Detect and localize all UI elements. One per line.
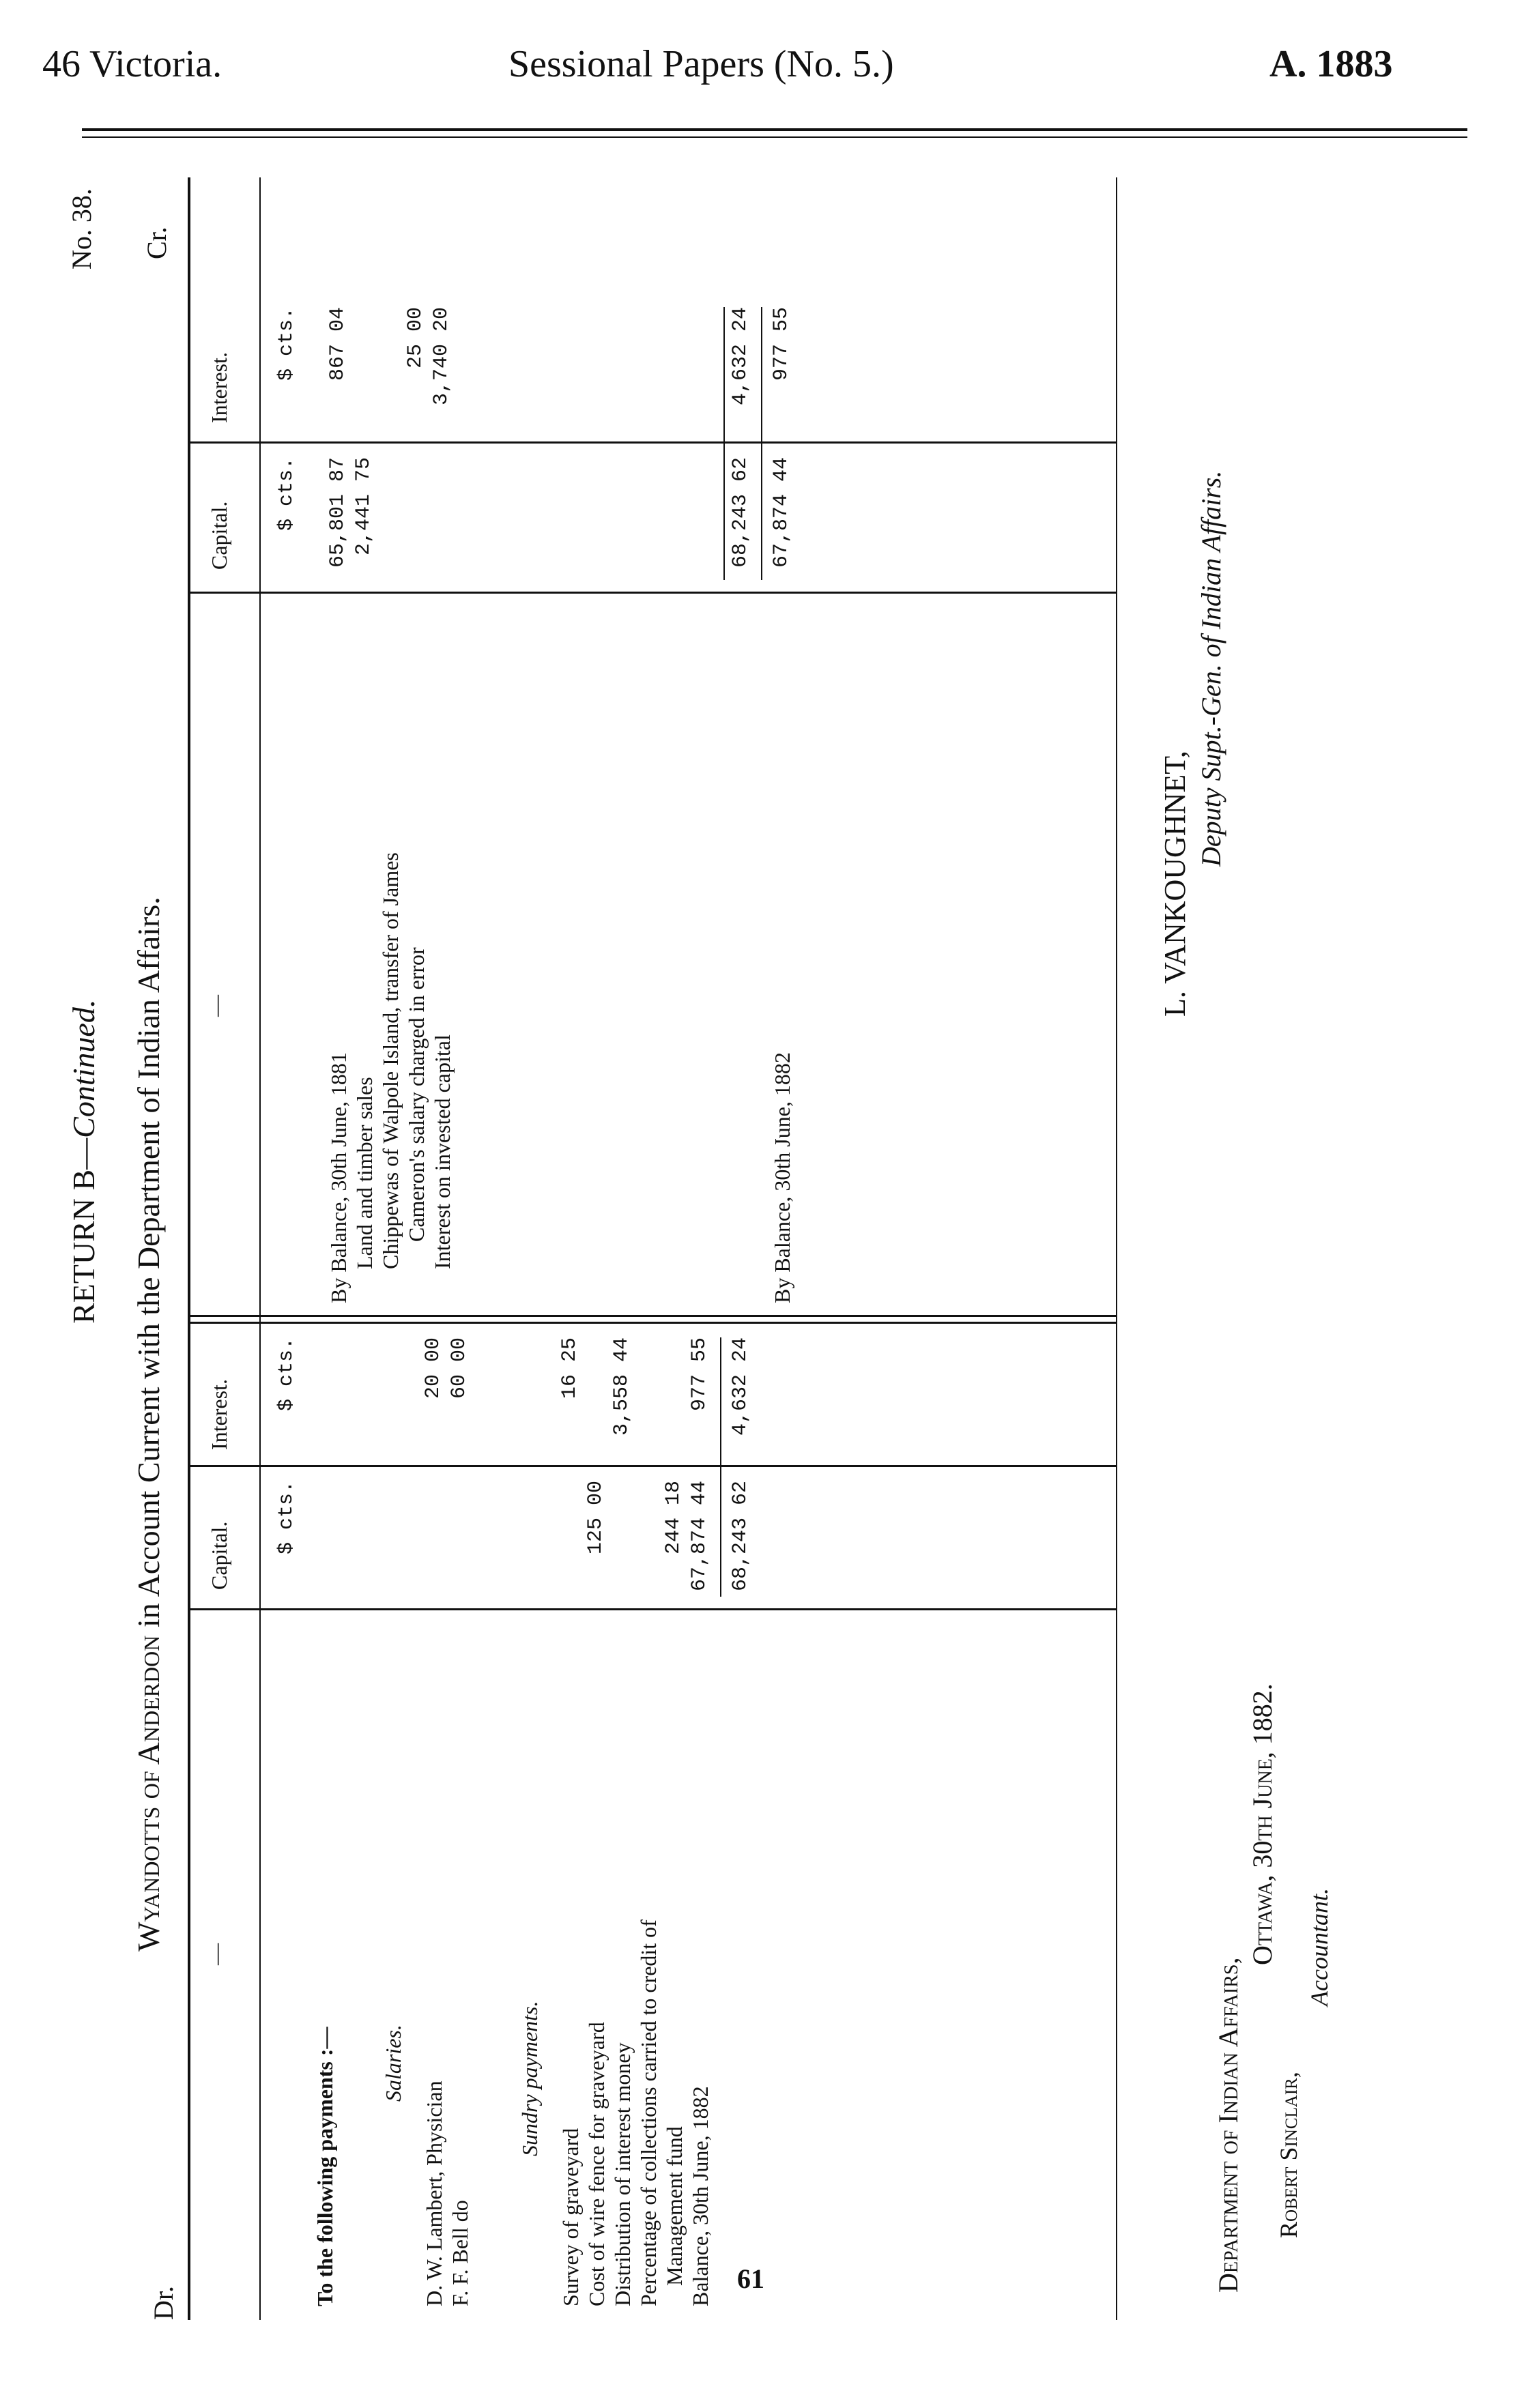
header-year: A. 1883 [1269, 43, 1393, 85]
department-line: Department of Indian Affairs, [1213, 1957, 1244, 2293]
debit-capital-rule [188, 1608, 1116, 1610]
salary-row-bell: F. F. Bell do [448, 2200, 472, 2306]
debit-interest-rule [188, 1465, 1116, 1467]
sundry-row-percentage: Percentage of collections carried to credit of [636, 1919, 661, 2306]
header-session: 46 Victoria. [42, 43, 222, 85]
sundry-row-balance: Balance, 30th June, 1882 [688, 2086, 713, 2306]
credit-row-balance-1882: By Balance, 30th June, 1882 [770, 1052, 794, 1303]
credit-row-chippewas: Chippewas of Walpole Island, transfer of James [378, 852, 403, 1269]
debit-total-rule [720, 1337, 721, 1597]
credit-total-interest: 4,632 24 [729, 307, 752, 406]
accountant-title: Accountant. [1306, 1888, 1333, 2006]
debit-interest-units: $ cts. [275, 1337, 298, 1412]
credit-interest-rule [188, 441, 1116, 444]
cr-label: Cr. [141, 227, 172, 259]
credit-capital-balance-1882: 67,874 44 [770, 457, 793, 568]
debit-total-interest: 4,632 24 [729, 1337, 752, 1436]
credit-capital-header: Capital. [207, 501, 231, 570]
salary-interest-lambert: 20 00 [422, 1337, 445, 1399]
credit-total-capital: 68,243 62 [729, 457, 752, 568]
salaries-heading: Salaries. [381, 2025, 405, 2102]
signatory-title: Deputy Supt.-Gen. of Indian Affairs. [1196, 470, 1226, 867]
debit-capital-units: $ cts. [275, 1481, 298, 1555]
department-place-date: Ottawa, 30th June, 1882. [1247, 1683, 1278, 1965]
sundry-row-distribution: Distribution of interest money [610, 2042, 635, 2306]
debit-intro: To the following payments :— [313, 2027, 337, 2306]
credit-interest-cameron: 25 00 [404, 307, 427, 369]
credit-interest-balance-1881: 867 04 [326, 307, 349, 381]
credit-interest-invested: 3,740 20 [430, 307, 453, 406]
table-header-rule [259, 177, 261, 2320]
credit-row-interest-invested: Interest on invested capital [430, 1034, 455, 1269]
salary-row-lambert: D. W. Lambert, Physician [422, 2080, 446, 2306]
debit-credit-divider-2 [188, 1315, 1116, 1317]
credit-balance-rule [761, 307, 762, 580]
sundry-heading: Sundry payments. [517, 2001, 542, 2156]
rotated-page [41, 96, 1338, 2347]
sundry-capital-management: 244 18 [662, 1481, 685, 1555]
credit-particulars-header: — [203, 995, 228, 1017]
sundry-interest-distribution: 3,558 44 [610, 1337, 633, 1436]
credit-row-cameron: Cameron's salary charged in error [404, 947, 429, 1242]
sundry-row-survey: Survey of graveyard [558, 2128, 583, 2306]
table-top-rule [188, 177, 190, 2320]
sundry-interest-survey: 16 25 [558, 1337, 581, 1399]
debit-total-capital: 68,243 62 [729, 1481, 752, 1592]
salary-interest-bell: 60 00 [448, 1337, 471, 1399]
page-number: 61 [737, 2263, 764, 2294]
credit-capital-land-sales: 2,441 75 [352, 457, 375, 556]
debit-credit-divider [188, 1322, 1116, 1324]
debit-interest-header: Interest. [207, 1379, 231, 1450]
debit-interest-balance: 977 55 [688, 1337, 711, 1412]
return-title: RETURN B—Continued. [66, 999, 101, 1324]
signatory-name: L. VANKOUGHNET, [1158, 751, 1192, 1017]
debit-particulars-header: — [203, 1943, 228, 1965]
sundry-row-management: Management fund [662, 2126, 687, 2286]
account-subtitle: Wyandotts of Anderdon in Account Current with the Department of Indian Affairs. [131, 897, 166, 1952]
credit-row-balance-1881: By Balance, 30th June, 1881 [326, 1052, 351, 1303]
credit-row-land-sales: Land and timber sales [352, 1077, 377, 1269]
dr-label: Dr. [148, 2286, 179, 2320]
credit-total-rule [723, 307, 725, 580]
credit-capital-units: $ cts. [275, 457, 298, 532]
header-sessional-papers: Sessional Papers (No. 5.) [508, 43, 894, 85]
credit-capital-balance-1881: 65,801 87 [326, 457, 349, 568]
credit-interest-header: Interest. [207, 352, 231, 423]
sundry-row-fence: Cost of wire fence for graveyard [584, 2022, 609, 2306]
credit-capital-rule [188, 592, 1116, 594]
credit-interest-balance-1882: 977 55 [770, 307, 793, 381]
table-bottom-rule [1116, 177, 1117, 2320]
debit-capital-header: Capital. [207, 1521, 231, 1590]
debit-capital-balance: 67,874 44 [688, 1481, 711, 1592]
accountant-name: Robert Sinclair, [1275, 2072, 1302, 2238]
statement-number: No. 38. [66, 188, 97, 270]
credit-interest-units: $ cts. [275, 307, 298, 381]
sundry-capital-fence: 125 00 [584, 1481, 607, 1555]
